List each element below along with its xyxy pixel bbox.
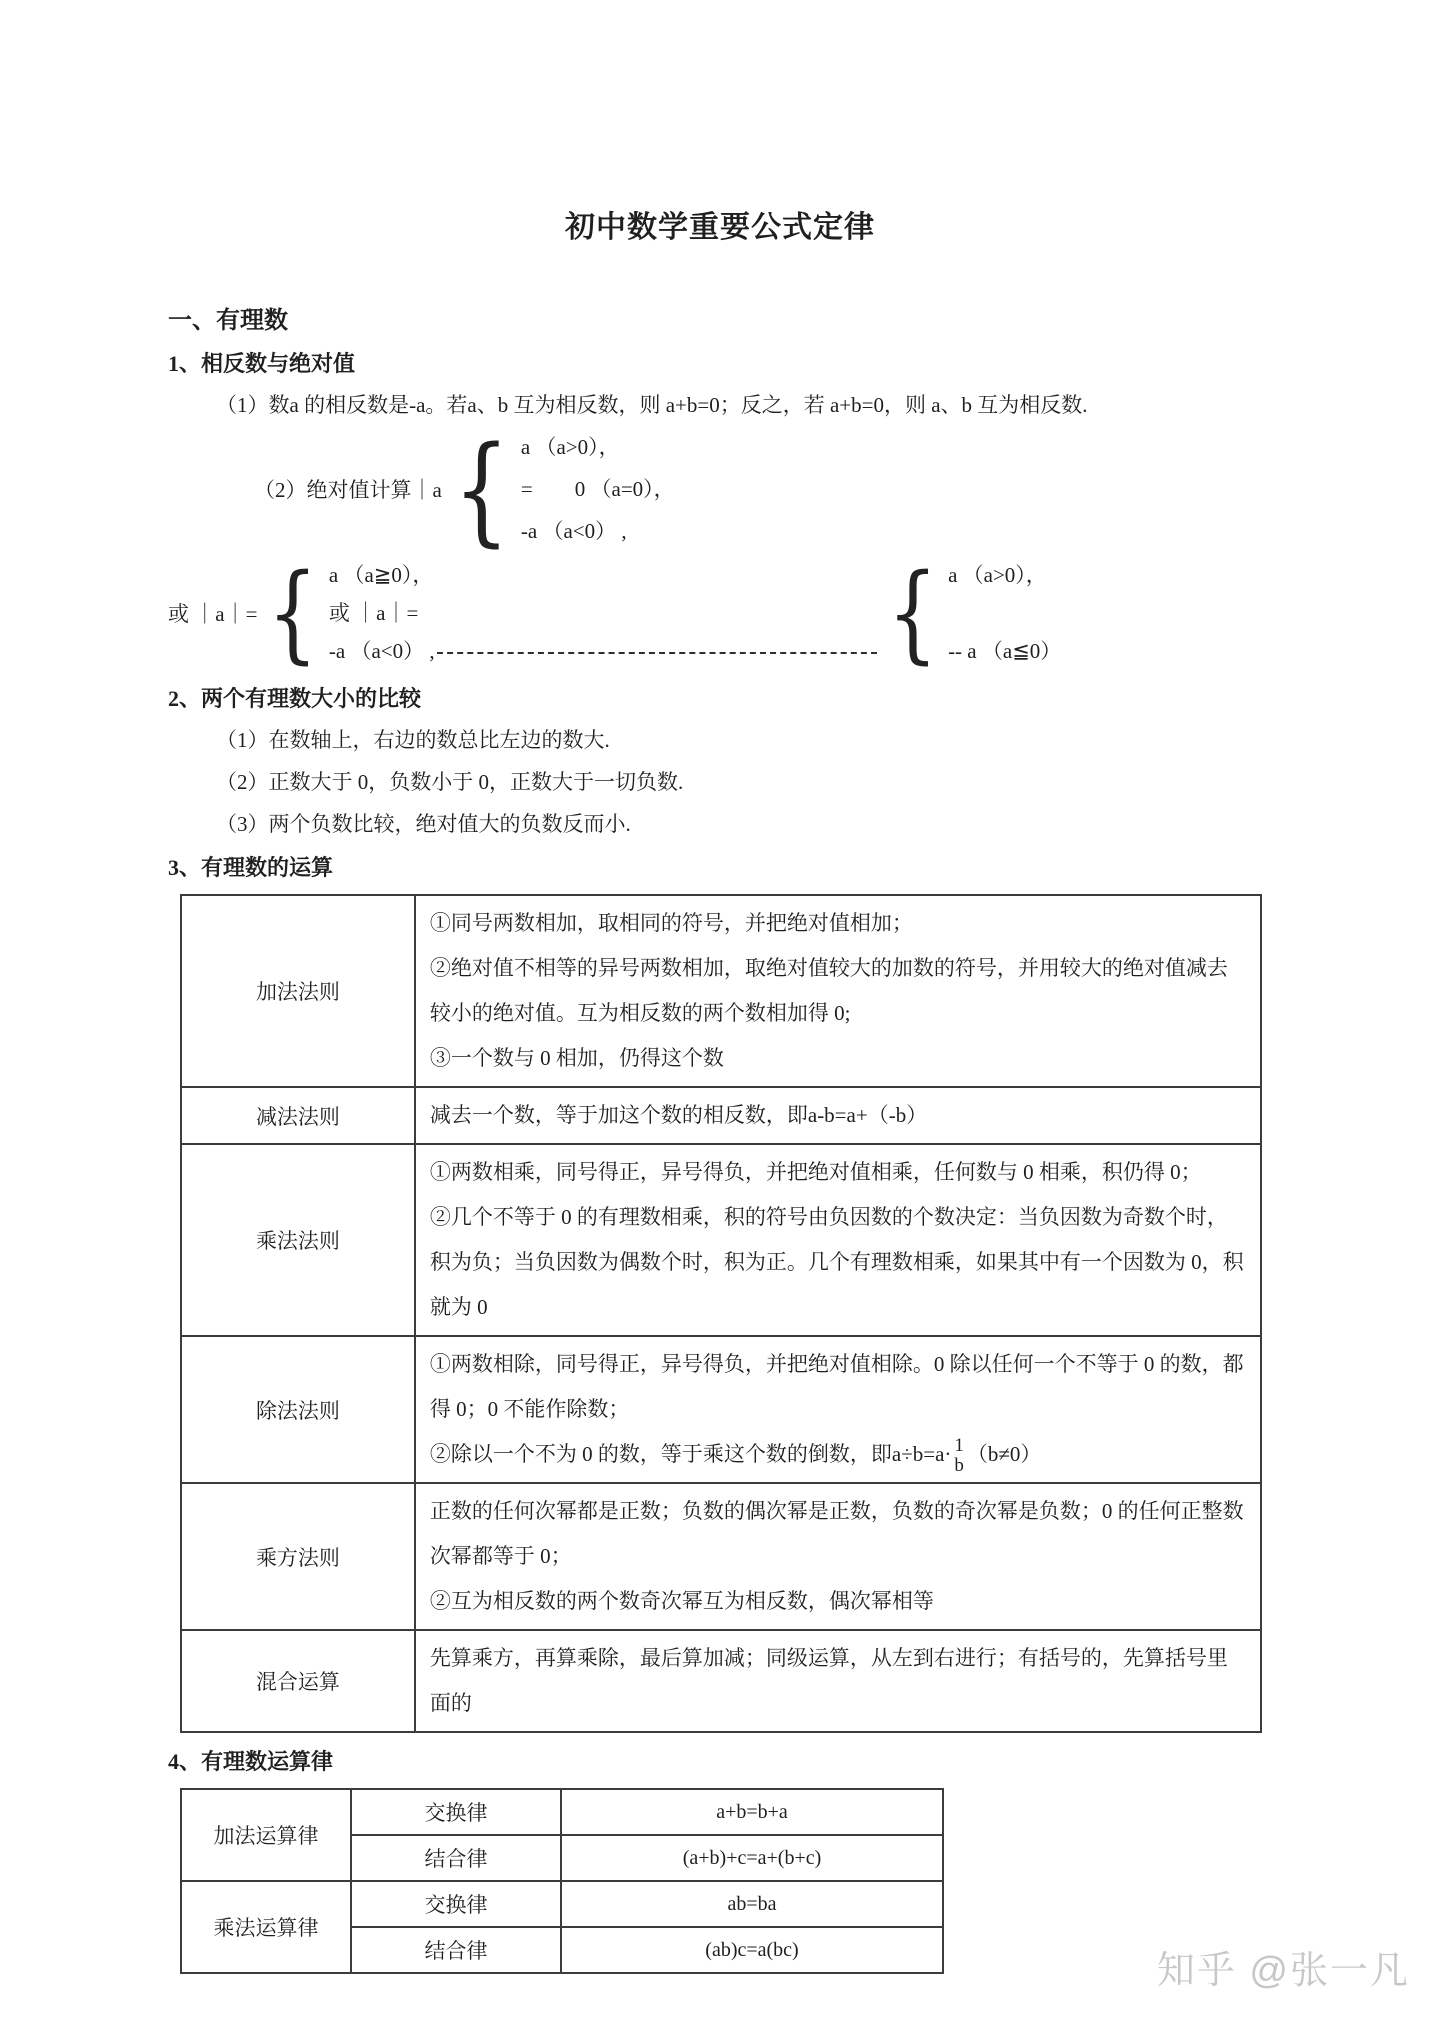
rule-content [415, 1630, 1261, 1732]
rule-line: 正数的任何次幂都是正数；负数的偶次幂是正数，负数的奇次幂是负数；0 的任何正整数次幂都等于 0； [429, 1499, 1244, 1568]
absolute-value-alt-formula [168, 551, 1262, 674]
rule-line: ①同号两数相加，取相同的符号，并把绝对值相加； [429, 911, 913, 935]
left-brace-icon: { [887, 551, 938, 674]
left-brace-icon: { [267, 551, 319, 674]
law-name: 交换律 [351, 1789, 561, 1835]
comparison-item-2: （2）正数大于 0，负数小于 0，正数大于一切负数. [216, 770, 684, 794]
rule-content [415, 1144, 1261, 1336]
table-row-addition-commutative [181, 1789, 943, 1835]
table-row-addition [181, 895, 1261, 1087]
case-nonnegative: a （a≧0）， [328, 563, 434, 587]
section-heading-rational-numbers: 一、有理数 [168, 308, 288, 334]
law-group: 乘法运算律 [181, 1881, 351, 1973]
subsection-heading-comparison: 2、两个有理数大小的比较 [168, 686, 422, 711]
rule-name: 加法法则 [181, 895, 415, 1087]
comparison-item-1: （1）在数轴上，右边的数总比左边的数大. [216, 728, 610, 752]
case-middle: 或 ｜a｜= [328, 601, 419, 625]
rule-name: 混合运算 [181, 1630, 415, 1732]
operations-rules-table [180, 894, 1262, 1733]
law-name: 交换律 [351, 1881, 561, 1927]
case-nonpositive: -- a （a≦0） [948, 639, 1062, 663]
rule-name: 乘法法则 [181, 1144, 415, 1336]
rule-line: ②绝对值不相等的异号两数相加，取绝对值较大的加数的符号，并用较大的绝对值减去较小的绝对值。互为相反数的两个数相加得 0; [429, 956, 1228, 1025]
law-formula: (a+b)+c=a+(b+c) [561, 1835, 943, 1881]
operation-laws-table [180, 1788, 944, 1974]
document-content [168, 300, 1262, 1974]
table-row-mixed [181, 1630, 1261, 1732]
rule-name: 乘方法则 [181, 1483, 415, 1630]
rule-line: ①两数相乘，同号得正，异号得负，并把绝对值相乘，任何数与 0 相乘，积仍得 0； [429, 1160, 1202, 1184]
law-formula: a+b=b+a [561, 1789, 943, 1835]
formula-pre: ②除以一个不为 0 的数，等于乘这个数的倒数，即a÷b=a· [429, 1442, 952, 1466]
table-row-division [181, 1336, 1261, 1483]
rule-content [415, 1336, 1261, 1483]
left-brace-icon: { [453, 420, 510, 558]
rule-line: ②互为相反数的两个数奇次幂互为相反数，偶次幂相等 [429, 1589, 934, 1613]
case-positive: a （a>0）， [948, 563, 1047, 587]
rule-line: 先算乘方，再算乘除，最后算加减；同级运算，从左到右进行；有括号的，先算括号里面的 [429, 1646, 1228, 1715]
law-group: 加法运算律 [181, 1789, 351, 1881]
table-row-power [181, 1483, 1261, 1630]
law-name: 结合律 [351, 1835, 561, 1881]
watermark: 知乎 @张一凡 [1156, 1950, 1410, 1992]
rule-name: 减法法则 [181, 1087, 415, 1144]
case-positive: a （a>0）， [520, 435, 620, 459]
case-spacer [948, 594, 1061, 632]
rule-line: 减去一个数，等于加这个数的相反数，即a-b=a+（-b） [429, 1103, 928, 1127]
subsection-heading-operation-laws: 4、有理数运算律 [168, 1749, 334, 1774]
alt-cases-left [329, 556, 435, 670]
table-row-multiplication [181, 1144, 1261, 1336]
fraction-one-over-b [954, 1436, 964, 1476]
rule-content [415, 1483, 1261, 1630]
rule-line: ③一个数与 0 相加，仍得这个数 [429, 1046, 724, 1070]
subsection-heading-opposite-absolute: 1、相反数与绝对值 [168, 351, 356, 376]
rule-content [415, 1087, 1261, 1144]
case-zero: = 0 （a=0）， [520, 477, 675, 501]
alt-prefix: 或 ｜a｜= [168, 602, 258, 626]
absolute-value-formula [254, 420, 1262, 558]
division-reciprocal-formula [430, 1432, 1246, 1477]
table-row-multiplication-commutative [181, 1881, 943, 1927]
table-row-subtraction [181, 1087, 1261, 1144]
law-formula: ab=ba [561, 1881, 943, 1927]
alt-cases-right [948, 556, 1061, 670]
fraction-denominator: b [954, 1455, 964, 1477]
case-negative: -a （a<0） , [520, 519, 627, 543]
absolute-value-label: （2）绝对值计算｜a [254, 478, 442, 502]
subsection-heading-operations: 3、有理数的运算 [168, 855, 334, 880]
rule-content [415, 895, 1261, 1087]
dashed-line [437, 652, 877, 654]
page-title: 初中数学重要公式定律 [565, 211, 875, 244]
paragraph-opposite-number: （1）数a 的相反数是-a。若a、b 互为相反数，则 a+b=0；反之，若 a+b=0，则 a、b 互为相反数. [216, 393, 1088, 417]
fraction-numerator: 1 [954, 1435, 964, 1457]
rule-line: ②几个不等于 0 的有理数相乘，积的符号由负因数的个数决定：当负因数为奇数个时，积为负；当负因数为偶数个时，积为正。几个有理数相乘，如果其中有一个因数为 0，积就为 0 [429, 1205, 1244, 1319]
rule-line: ①两数相除，同号得正，异号得负，并把绝对值相除。0 除以任何一个不等于 0 的数，都得 0；0 不能作除数； [429, 1352, 1244, 1421]
formula-post: （b≠0） [966, 1442, 1042, 1466]
law-formula: (ab)c=a(bc) [561, 1927, 943, 1973]
absolute-value-cases [521, 426, 675, 552]
rule-name: 除法法则 [181, 1336, 415, 1483]
case-negative: -a （a<0） , [328, 639, 435, 663]
law-name: 结合律 [351, 1927, 561, 1973]
comparison-item-3: （3）两个负数比较，绝对值大的负数反而小. [216, 812, 631, 836]
